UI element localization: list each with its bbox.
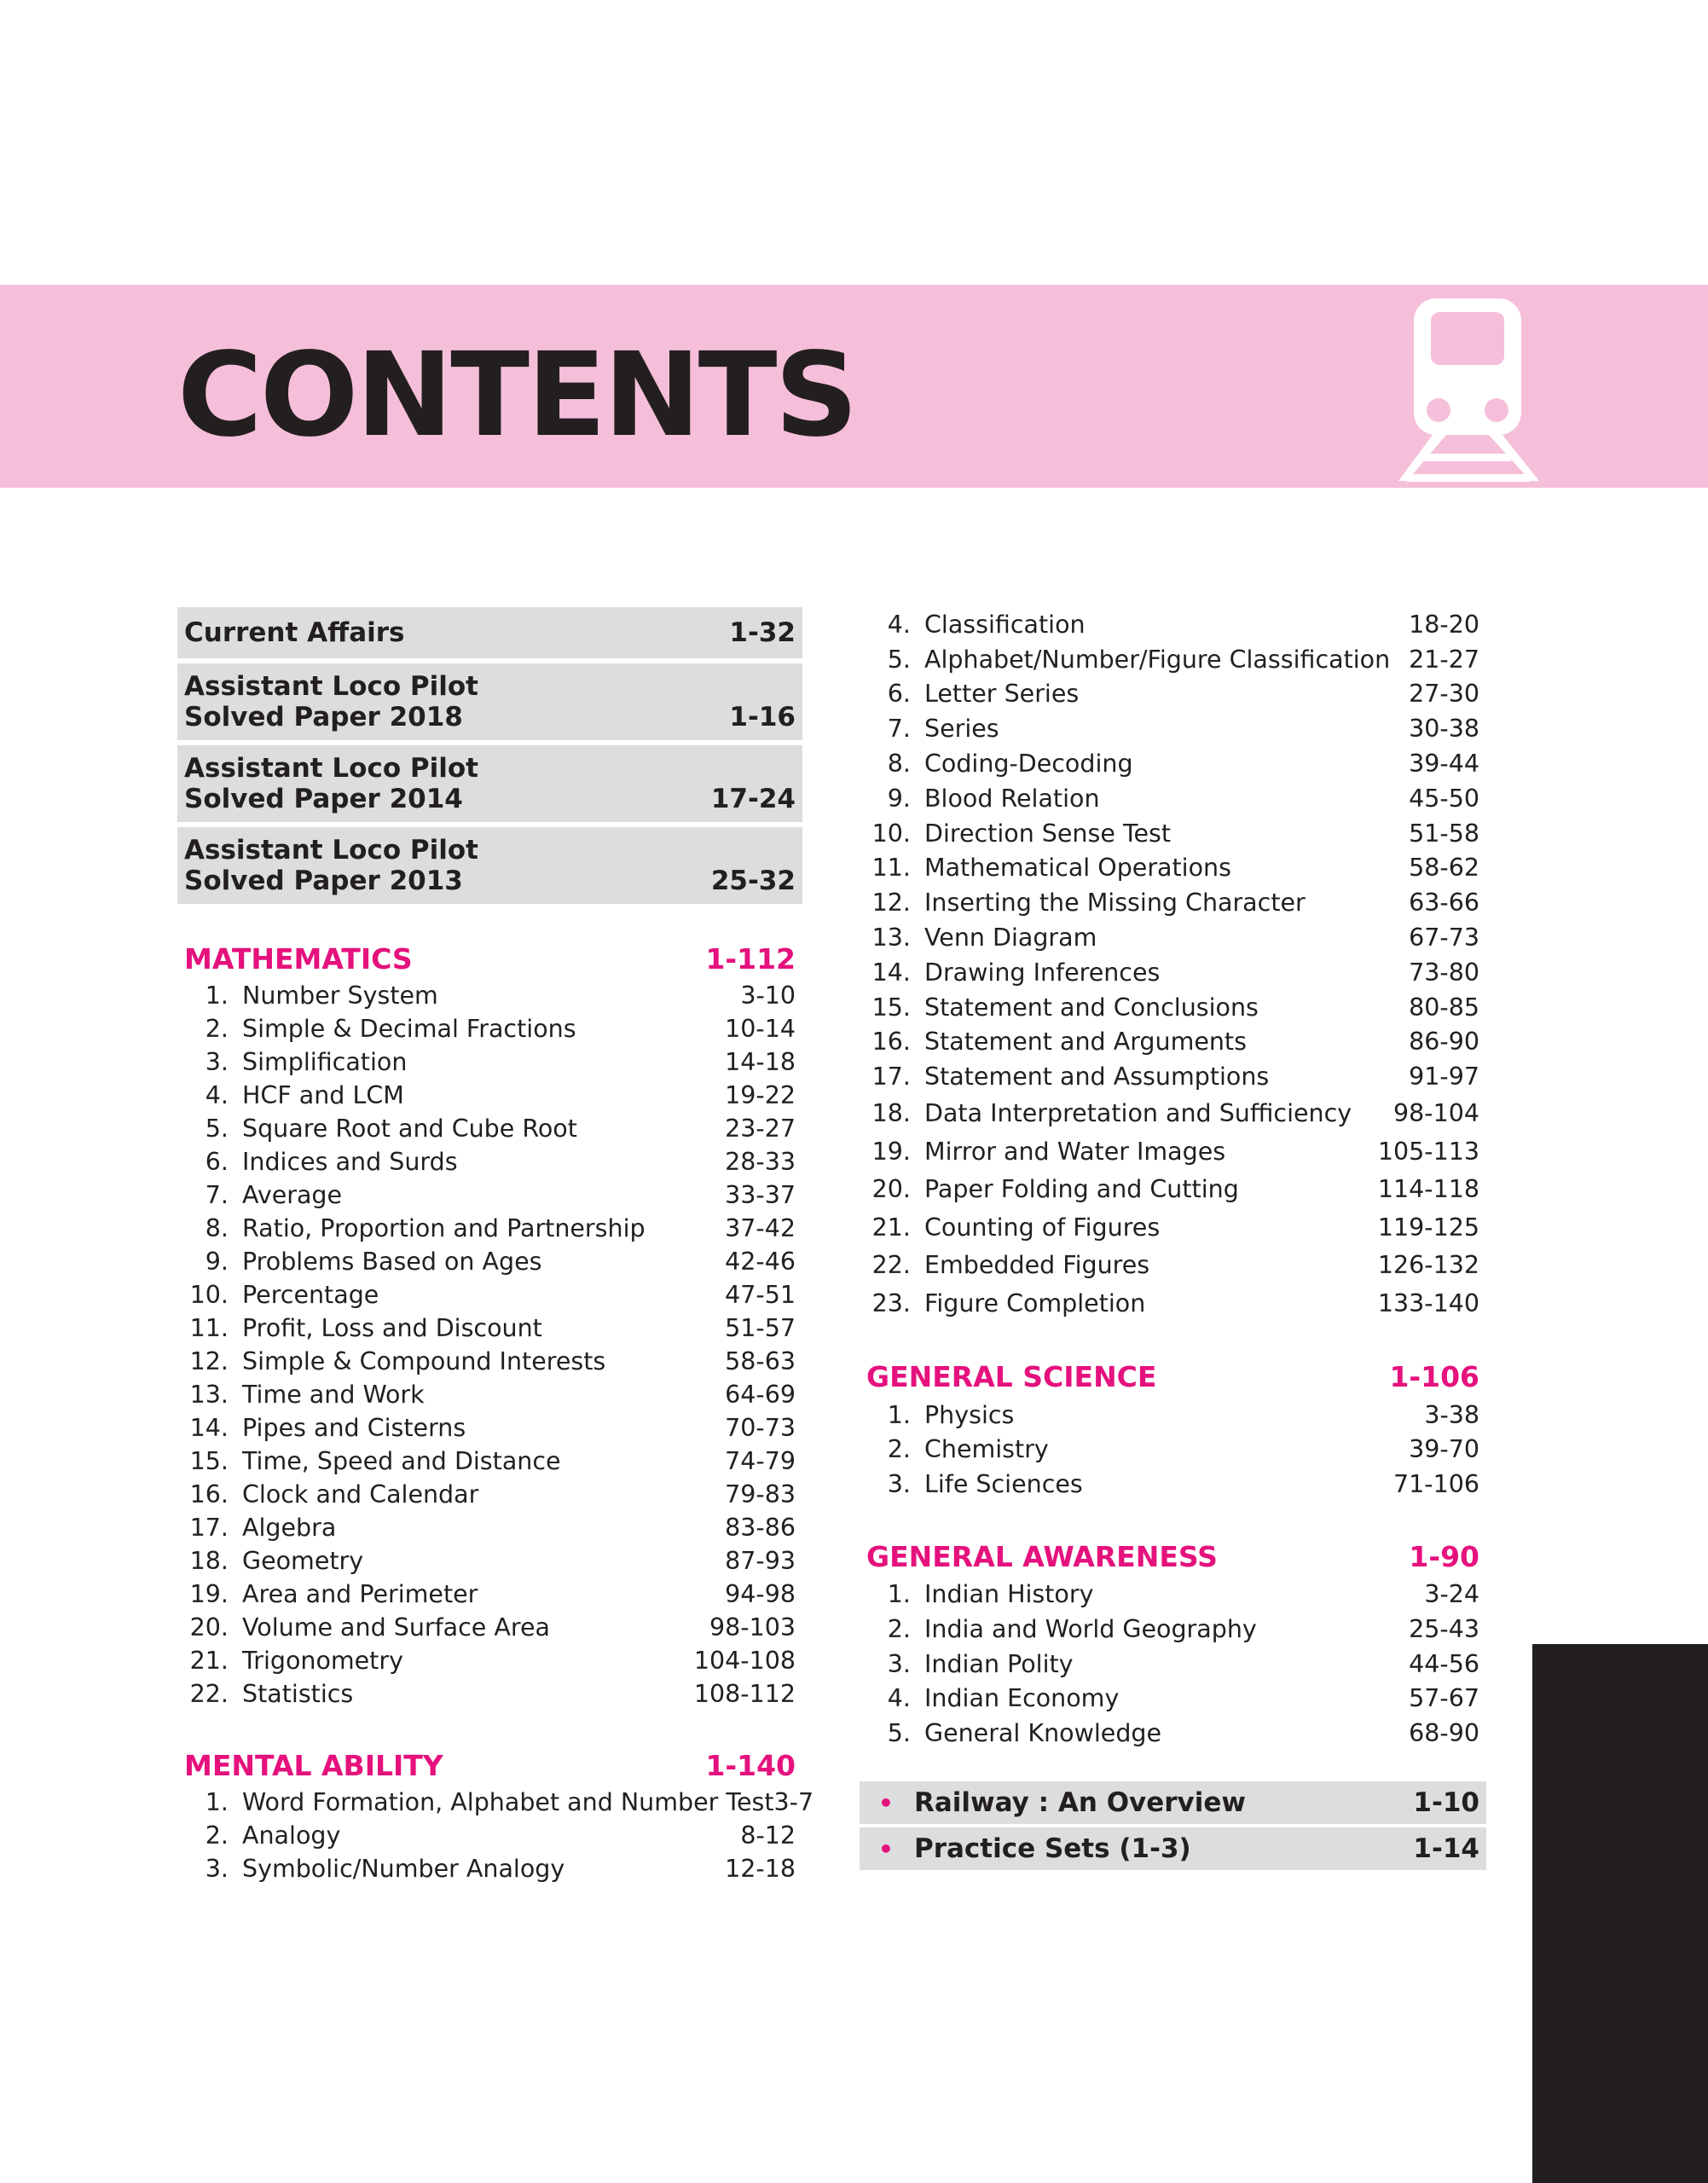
entry-title: Ratio, Proportion and Partnership	[242, 1214, 646, 1242]
box-title: Current Affairs	[184, 617, 405, 648]
toc-entry	[860, 1170, 1486, 1208]
entry-pages: 3-7	[773, 1788, 814, 1816]
entry-pages: 73-80	[1409, 958, 1479, 987]
mathematics-list	[177, 979, 802, 1711]
toc-entry	[860, 1433, 1486, 1468]
entry-title: Blood Relation	[924, 784, 1100, 813]
entry-num: 7.	[205, 1181, 229, 1209]
entry-title: Series	[924, 715, 999, 744]
box-line2: Solved Paper 2018	[184, 702, 463, 732]
toc-entry	[860, 1132, 1486, 1171]
entry-num: 8.	[887, 750, 911, 779]
toc-entry	[177, 1544, 802, 1578]
section-pages: 1-112	[705, 941, 796, 976]
entry-num: 14.	[189, 1414, 229, 1442]
entry-num: 14.	[871, 958, 911, 987]
toc-entry	[177, 1644, 802, 1677]
entry-num: 10.	[871, 819, 911, 848]
toc-entry	[860, 1577, 1486, 1612]
entry-num: 1.	[205, 1788, 229, 1816]
mental-ability-section	[177, 1745, 814, 1885]
entry-title: Figure Completion	[924, 1288, 1146, 1317]
entry-num: 1.	[205, 981, 229, 1010]
toc-entry	[860, 851, 1486, 886]
entry-num: 22.	[189, 1680, 229, 1708]
entry-title: Statement and Arguments	[924, 1028, 1247, 1057]
entry-title: Classification	[924, 610, 1086, 639]
box-line1: Assistant Loco Pilot	[184, 753, 478, 784]
entry-title: Statistics	[242, 1680, 354, 1708]
mental-ability-continued-list	[860, 607, 1486, 1323]
mathematics-section	[177, 938, 802, 1711]
entry-title: Simple & Compound Interests	[242, 1347, 606, 1375]
entry-num: 3.	[887, 1470, 911, 1499]
entry-num: 3.	[205, 1048, 229, 1076]
toc-entry	[177, 1578, 802, 1611]
entry-num: 1.	[887, 1400, 911, 1429]
entry-num: 4.	[205, 1081, 229, 1109]
section-heading	[860, 1536, 1486, 1577]
entry-title: Letter Series	[924, 680, 1080, 709]
entry-pages: 86-90	[1409, 1028, 1479, 1057]
entry-pages: 63-66	[1409, 889, 1479, 918]
entry-pages: 44-56	[1409, 1649, 1479, 1678]
entry-pages: 74-79	[725, 1447, 796, 1475]
entry-pages: 133-140	[1377, 1288, 1479, 1317]
toc-entry	[177, 1212, 802, 1245]
entry-num: 17.	[871, 1063, 911, 1092]
toc-entry	[177, 1478, 802, 1511]
toc-entry	[860, 990, 1486, 1025]
entry-title: Life Sciences	[924, 1470, 1083, 1499]
toc-entry	[860, 1208, 1486, 1247]
entry-title: Statement and Conclusions	[924, 993, 1259, 1022]
mental-ability-list	[177, 1786, 814, 1885]
box-pages: 1-32	[729, 617, 796, 648]
entry-num: 12.	[871, 889, 911, 918]
railway-overview-box	[860, 1781, 1486, 1824]
entry-pages: 80-85	[1409, 993, 1479, 1022]
toc-entry	[177, 1677, 802, 1711]
entry-title: Simple & Decimal Fractions	[242, 1015, 576, 1043]
toc-entry	[177, 1819, 802, 1852]
entry-title: Physics	[924, 1400, 1015, 1429]
entry-num: 5.	[205, 1115, 229, 1143]
entry-pages: 28-33	[725, 1148, 796, 1176]
entry-pages: 39-70	[1409, 1435, 1479, 1464]
toc-entry	[860, 1059, 1486, 1094]
entry-title: Geometry	[242, 1547, 364, 1575]
right-column	[860, 607, 1486, 1873]
entry-num: 9.	[205, 1248, 229, 1276]
box-line2: Solved Paper 2014	[184, 784, 463, 814]
entry-pages: 105-113	[1377, 1137, 1479, 1166]
entry-pages: 27-30	[1409, 680, 1479, 709]
box-line2: Solved Paper 2013	[184, 866, 463, 896]
toc-entry	[860, 885, 1486, 920]
toc-entry	[177, 1445, 802, 1478]
entry-title: Volume and Surface Area	[242, 1613, 550, 1642]
entry-num: 2.	[887, 1614, 911, 1643]
entry-pages: 51-58	[1409, 819, 1479, 848]
box-title: Railway : An Overview	[914, 1787, 1247, 1819]
entry-title: Mathematical Operations	[924, 854, 1231, 883]
toc-entry	[177, 1012, 802, 1045]
entry-title: Embedded Figures	[924, 1251, 1150, 1280]
entry-num: 10.	[189, 1281, 229, 1309]
box-pages: 25-32	[710, 866, 796, 896]
entry-num: 20.	[189, 1613, 229, 1642]
train-icon	[1398, 292, 1539, 484]
entry-num: 6.	[887, 680, 911, 709]
entry-title: Symbolic/Number Analogy	[242, 1855, 565, 1883]
section-title: MATHEMATICS	[184, 941, 413, 976]
entry-title: Data Interpretation and Sufficiency	[924, 1098, 1352, 1127]
entry-title: Percentage	[242, 1281, 379, 1309]
entry-num: 13.	[871, 924, 911, 953]
entry-title: Indian Polity	[924, 1649, 1074, 1678]
entry-num: 23.	[871, 1288, 911, 1317]
toc-entry	[177, 1278, 802, 1312]
entry-pages: 114-118	[1377, 1175, 1479, 1204]
entry-title: Inserting the Missing Character	[924, 889, 1306, 918]
toc-entry	[177, 1378, 802, 1411]
entry-pages: 119-125	[1377, 1213, 1479, 1242]
toc-entry	[860, 1284, 1486, 1323]
entry-num: 15.	[189, 1447, 229, 1475]
entry-num: 9.	[887, 784, 911, 813]
entry-title: Time, Speed and Distance	[242, 1447, 561, 1475]
toc-entry	[860, 607, 1486, 642]
section-pages: 1-140	[705, 1748, 796, 1782]
entry-title: Problems Based on Ages	[242, 1248, 542, 1276]
side-tab	[1532, 1644, 1708, 2183]
entry-pages: 19-22	[725, 1081, 796, 1109]
toc-entry	[860, 711, 1486, 746]
box-line1: Assistant Loco Pilot	[184, 671, 478, 702]
entry-num: 2.	[887, 1435, 911, 1464]
general-awareness-list	[860, 1577, 1486, 1751]
toc-entry	[860, 920, 1486, 955]
entry-num: 16.	[189, 1480, 229, 1508]
entry-pages: 94-98	[725, 1580, 796, 1608]
entry-pages: 23-27	[725, 1115, 796, 1143]
entry-pages: 14-18	[725, 1048, 796, 1076]
entry-num: 13.	[189, 1381, 229, 1409]
entry-title: Indian Economy	[924, 1684, 1120, 1713]
toc-entry	[860, 1467, 1486, 1502]
general-awareness-section	[860, 1536, 1486, 1751]
toc-entry	[177, 1079, 802, 1112]
entry-title: Area and Perimeter	[242, 1580, 478, 1608]
general-science-section	[860, 1357, 1486, 1502]
toc-entry	[177, 1511, 802, 1544]
entry-title: Average	[242, 1181, 343, 1209]
entry-num: 18.	[189, 1547, 229, 1575]
entry-pages: 47-51	[725, 1281, 796, 1309]
entry-title: Mirror and Water Images	[924, 1137, 1226, 1166]
entry-pages: 3-24	[1424, 1580, 1479, 1608]
entry-num: 19.	[189, 1580, 229, 1608]
entry-num: 3.	[887, 1649, 911, 1678]
entry-num: 11.	[871, 854, 911, 883]
extras-boxes	[860, 1781, 1486, 1870]
entry-num: 2.	[205, 1821, 229, 1850]
entry-num: 12.	[189, 1347, 229, 1375]
entry-pages: 3-38	[1424, 1400, 1479, 1429]
entry-title: Alphabet/Number/Figure Classification	[924, 645, 1391, 674]
entry-pages: 39-44	[1409, 750, 1479, 779]
toc-entry	[860, 1682, 1486, 1717]
entry-pages: 30-38	[1409, 715, 1479, 744]
entry-num: 1.	[887, 1580, 911, 1608]
section-pages: 1-106	[1389, 1360, 1479, 1394]
toc-entry	[177, 1611, 802, 1644]
entry-pages: 10-14	[725, 1015, 796, 1043]
toc-entry	[177, 1852, 802, 1885]
entry-title: Direction Sense Test	[924, 819, 1172, 848]
toc-entry	[860, 746, 1486, 781]
entry-pages: 98-103	[709, 1613, 796, 1642]
entry-title: Paper Folding and Cutting	[924, 1175, 1239, 1204]
toc-entry	[860, 677, 1486, 712]
entry-num: 4.	[887, 610, 911, 639]
section-pages: 1-90	[1409, 1539, 1479, 1573]
entry-num: 20.	[871, 1175, 911, 1204]
left-column	[177, 607, 814, 1885]
toc-entry	[860, 1025, 1486, 1060]
toc-entry	[860, 816, 1486, 851]
toc-entry	[860, 1094, 1486, 1132]
bullet-icon: •	[878, 1834, 894, 1863]
entry-title: Indices and Surds	[242, 1148, 458, 1176]
entry-pages: 126-132	[1377, 1251, 1479, 1280]
entry-title: Trigonometry	[242, 1647, 403, 1675]
entry-num: 6.	[205, 1148, 229, 1176]
box-line1: Assistant Loco Pilot	[184, 835, 478, 866]
entry-title: Venn Diagram	[924, 924, 1097, 953]
entry-num: 19.	[871, 1137, 911, 1166]
entry-pages: 42-46	[725, 1248, 796, 1276]
entry-pages: 79-83	[725, 1480, 796, 1508]
entry-pages: 83-86	[725, 1514, 796, 1542]
entry-pages: 18-20	[1409, 610, 1479, 639]
section-heading	[177, 938, 802, 979]
entry-pages: 98-104	[1393, 1098, 1479, 1127]
entry-title: Statement and Assumptions	[924, 1063, 1270, 1092]
entry-pages: 71-106	[1393, 1470, 1479, 1499]
entry-title: Word Formation, Alphabet and Number Test	[242, 1788, 774, 1816]
entry-title: Simplification	[242, 1048, 408, 1076]
entry-pages: 67-73	[1409, 924, 1479, 953]
entry-num: 8.	[205, 1214, 229, 1242]
toc-entry	[177, 1411, 802, 1445]
section-title: GENERAL SCIENCE	[866, 1360, 1157, 1394]
entry-pages: 64-69	[725, 1381, 796, 1409]
toc-entry	[860, 1612, 1486, 1647]
entry-pages: 45-50	[1409, 784, 1479, 813]
toc-entry	[177, 1045, 802, 1079]
entry-title: Number System	[242, 981, 438, 1010]
entry-title: General Knowledge	[924, 1719, 1162, 1748]
entry-pages: 12-18	[725, 1855, 796, 1883]
entry-num: 21.	[871, 1213, 911, 1242]
entry-title: Chemistry	[924, 1435, 1049, 1464]
entry-pages: 21-27	[1409, 645, 1479, 674]
entry-num: 5.	[887, 1719, 911, 1748]
entry-title: Drawing Inferences	[924, 958, 1161, 987]
entry-num: 3.	[205, 1855, 229, 1883]
entry-title: Clock and Calendar	[242, 1480, 479, 1508]
toc-entry	[860, 1647, 1486, 1682]
section-title: GENERAL AWARENESS	[866, 1539, 1218, 1573]
solved-paper-2013-box	[177, 827, 802, 904]
entry-pages: 108-112	[693, 1680, 796, 1708]
toc-entry	[177, 1786, 814, 1819]
box-pages: 17-24	[710, 784, 796, 814]
entry-title: Square Root and Cube Root	[242, 1115, 577, 1143]
entry-pages: 51-57	[725, 1314, 796, 1342]
toc-entry	[860, 642, 1486, 677]
entry-num: 11.	[189, 1314, 229, 1342]
entry-num: 15.	[871, 993, 911, 1022]
box-pages: 1-16	[729, 702, 796, 732]
toc-entry	[860, 1247, 1486, 1285]
entry-pages: 33-37	[725, 1181, 796, 1209]
bullet-icon: •	[878, 1788, 894, 1817]
entry-num: 2.	[205, 1015, 229, 1043]
toc-entry	[177, 979, 802, 1012]
toc-entry	[177, 1345, 802, 1378]
toc-entry	[177, 1178, 802, 1212]
practice-sets-box	[860, 1827, 1486, 1870]
solved-paper-2014-box	[177, 745, 802, 822]
toc-entry	[860, 955, 1486, 990]
entry-title: Time and Work	[242, 1381, 425, 1409]
entry-pages: 3-10	[740, 981, 796, 1010]
entry-title: HCF and LCM	[242, 1081, 404, 1109]
entry-pages: 57-67	[1409, 1684, 1479, 1713]
toc-entry	[860, 1398, 1486, 1433]
entry-title: Indian History	[924, 1580, 1094, 1608]
toc-entry	[177, 1245, 802, 1278]
entry-pages: 87-93	[725, 1547, 796, 1575]
general-science-list	[860, 1398, 1486, 1502]
entry-title: Profit, Loss and Discount	[242, 1314, 542, 1342]
entry-num: 5.	[887, 645, 911, 674]
entry-num: 4.	[887, 1684, 911, 1713]
entry-pages: 58-63	[725, 1347, 796, 1375]
section-heading	[177, 1745, 802, 1786]
entry-num: 21.	[189, 1647, 229, 1675]
entry-pages: 70-73	[725, 1414, 796, 1442]
entry-num: 22.	[871, 1251, 911, 1280]
toc-entry	[177, 1145, 802, 1178]
section-title: MENTAL ABILITY	[184, 1748, 443, 1782]
entry-title: India and World Geography	[924, 1614, 1257, 1643]
toc-entry	[177, 1312, 802, 1345]
toc-entry	[177, 1112, 802, 1145]
entry-title: Analogy	[242, 1821, 341, 1850]
toc-entry	[860, 1716, 1486, 1751]
entry-pages: 104-108	[693, 1647, 796, 1675]
entry-num: 7.	[887, 715, 911, 744]
entry-num: 17.	[189, 1514, 229, 1542]
entry-title: Algebra	[242, 1514, 337, 1542]
box-pages: 1-10	[1413, 1787, 1479, 1819]
entry-pages: 37-42	[725, 1214, 796, 1242]
entry-title: Counting of Figures	[924, 1213, 1161, 1242]
entry-pages: 8-12	[740, 1821, 796, 1850]
entry-num: 16.	[871, 1028, 911, 1057]
entry-pages: 91-97	[1409, 1063, 1479, 1092]
current-affairs-box	[177, 607, 802, 658]
toc-entry	[860, 781, 1486, 816]
entry-pages: 25-43	[1409, 1614, 1479, 1643]
entry-pages: 58-62	[1409, 854, 1479, 883]
solved-paper-2018-box	[177, 663, 802, 740]
section-heading	[860, 1357, 1486, 1398]
box-title: Practice Sets (1-3)	[914, 1833, 1191, 1865]
page-title: CONTENTS	[177, 328, 856, 463]
entry-pages: 68-90	[1409, 1719, 1479, 1748]
entry-num: 18.	[871, 1098, 911, 1127]
box-pages: 1-14	[1413, 1833, 1479, 1865]
entry-title: Pipes and Cisterns	[242, 1414, 466, 1442]
entry-title: Coding-Decoding	[924, 750, 1133, 779]
